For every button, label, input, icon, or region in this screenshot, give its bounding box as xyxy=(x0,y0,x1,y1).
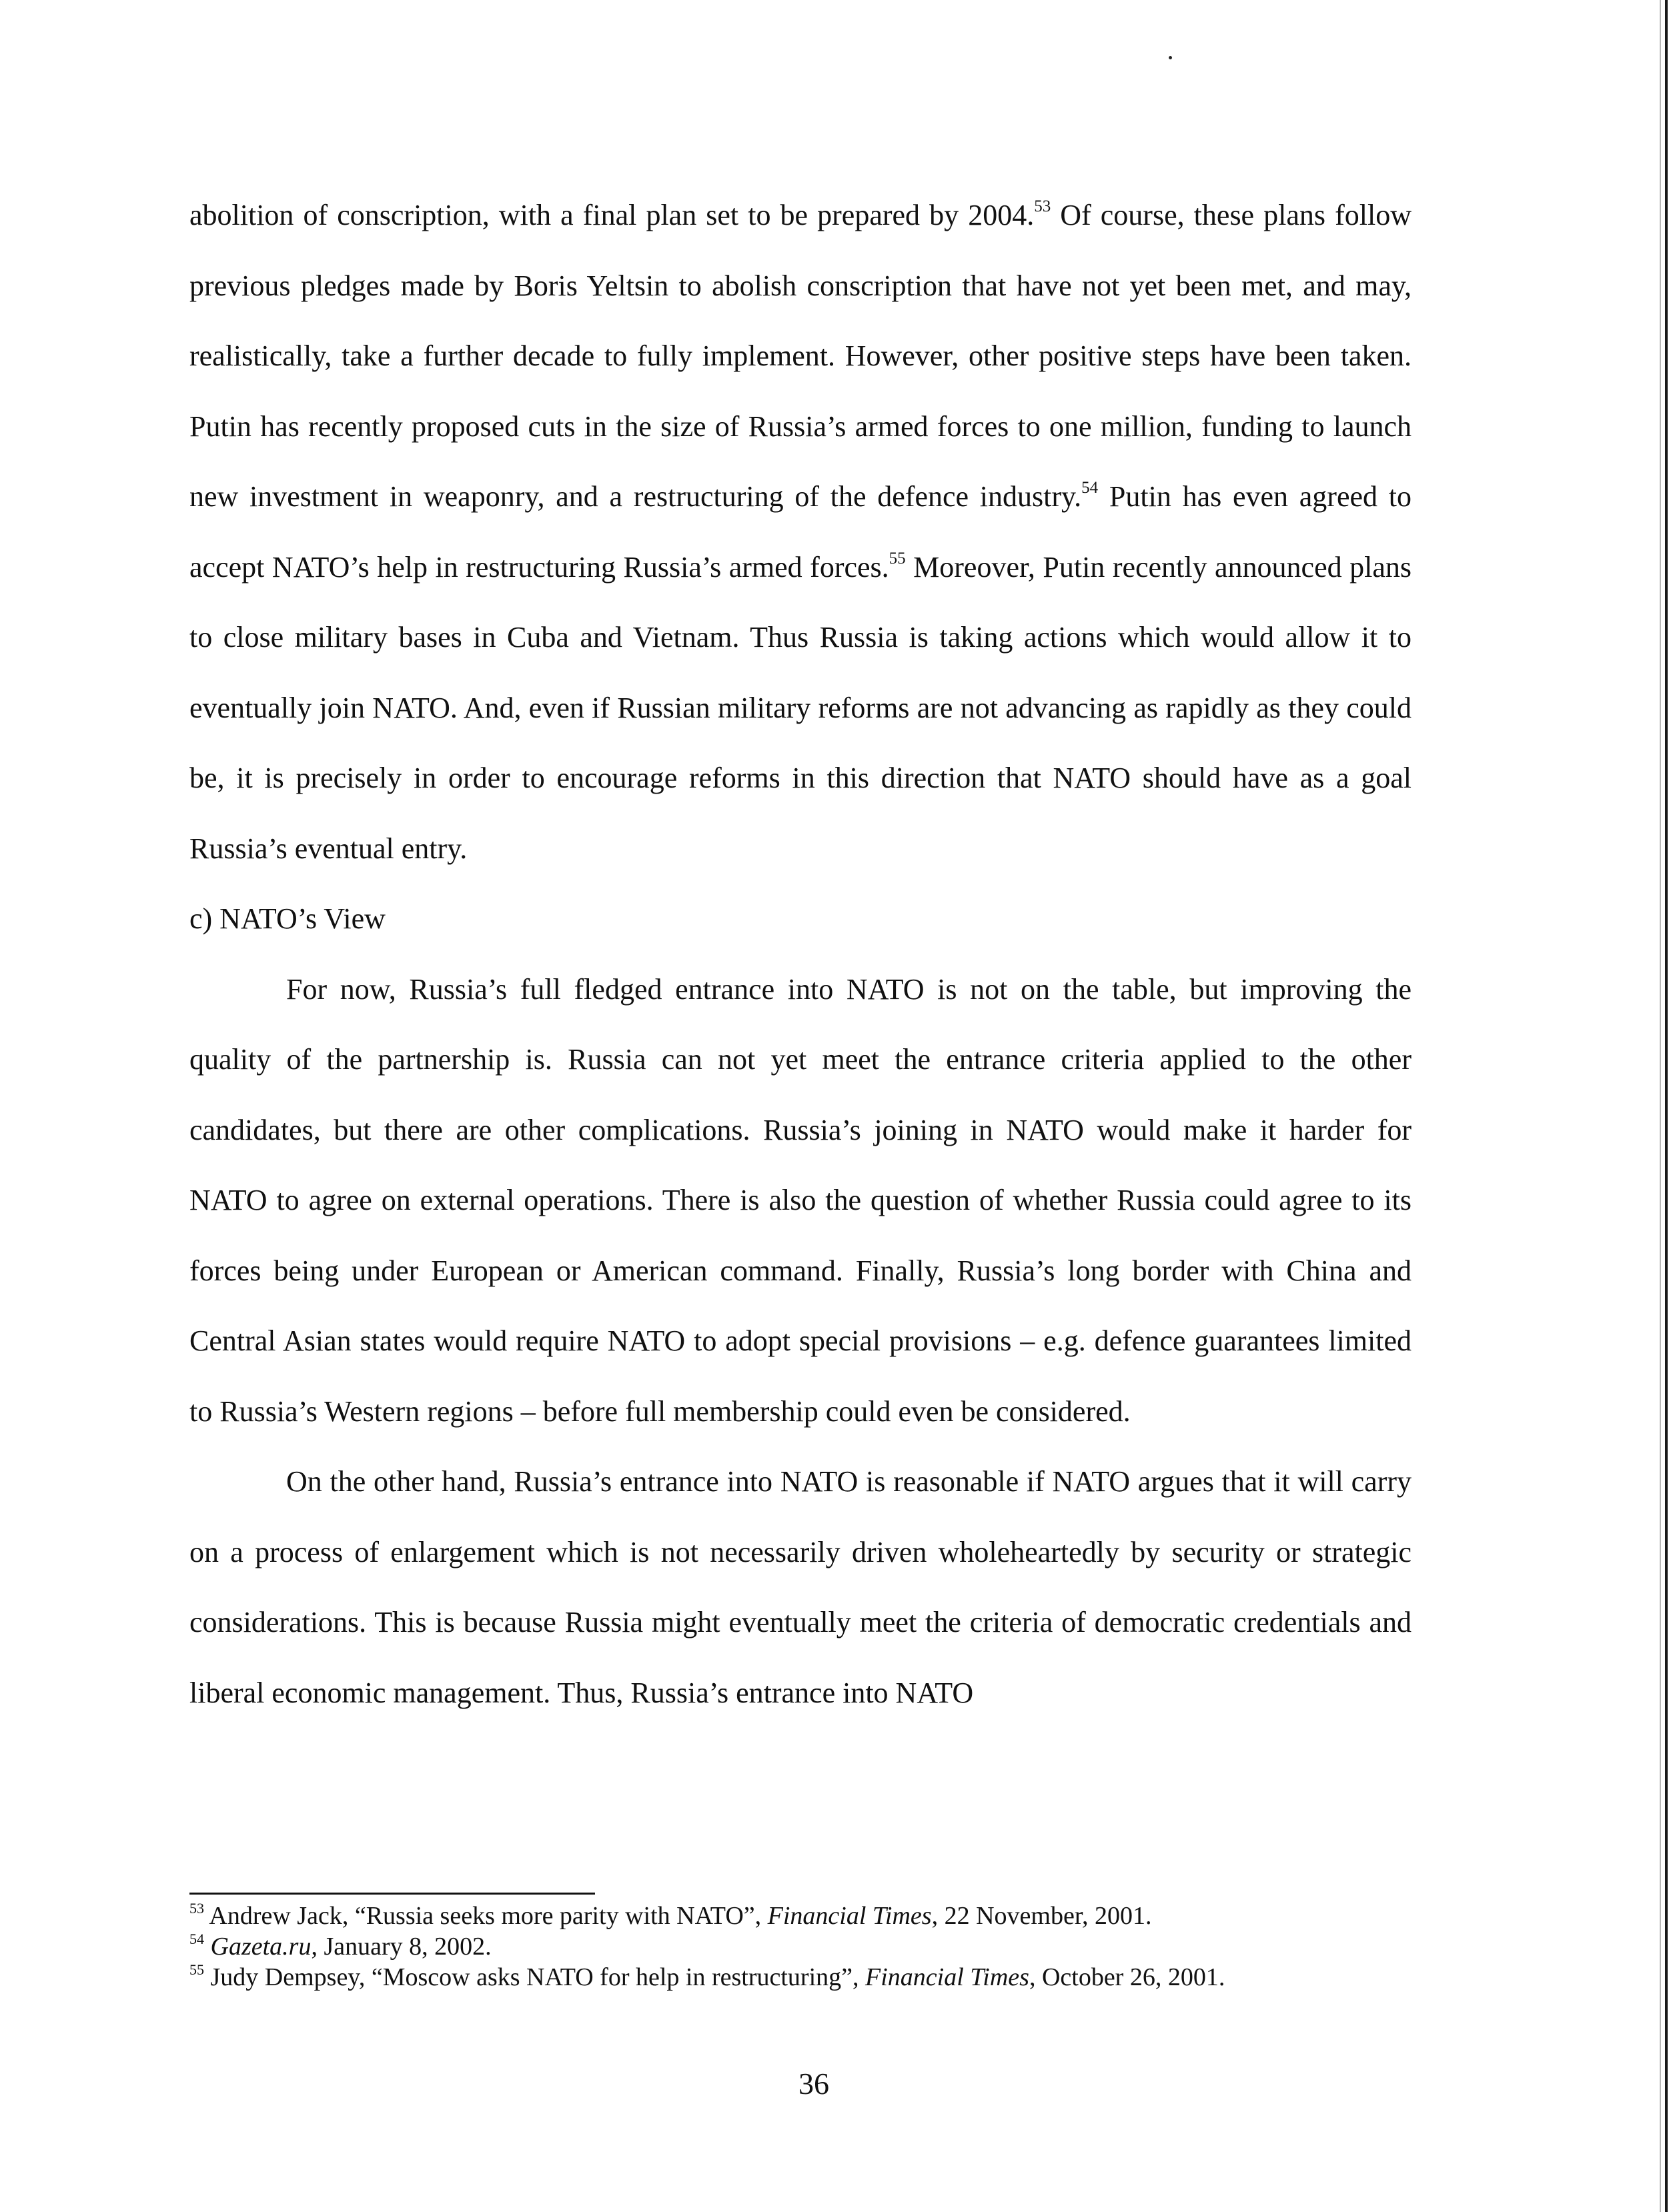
footnote-number: 54 xyxy=(189,1931,204,1947)
footnote-55 xyxy=(189,1962,1430,1993)
footnote-text: Judy Dempsey, “Moscow asks NATO for help in restructuring”, xyxy=(210,1963,865,1991)
paragraph-continued xyxy=(189,180,1412,884)
footnote-source: Financial Times xyxy=(767,1902,932,1930)
scan-edge-shadow xyxy=(1665,0,1668,2212)
footnote-ref-53[interactable]: 53 xyxy=(1034,197,1051,215)
footnote-text: , October 26, 2001. xyxy=(1029,1963,1225,1991)
page-number: 36 xyxy=(798,2067,829,2101)
scan-speck xyxy=(1169,56,1172,59)
footnote-source: Gazeta.ru xyxy=(210,1933,312,1961)
footnote-ref-54[interactable]: 54 xyxy=(1081,479,1099,497)
text-run: Of course, these plans follow previous pledges made by Boris Yeltsin to abolish conscription that have not yet been met, and may, realistically, take a further decade to fully implement. However, other positive steps have been taken. Putin has recently proposed cuts in the size of Russia’s armed forces to one million, funding to launch new investment in weaponry, and a restructuring of the defence industry. xyxy=(189,199,1412,513)
footnote-text: , 22 November, 2001. xyxy=(931,1902,1152,1930)
footnote-text: , January 8, 2002. xyxy=(311,1933,492,1961)
text-run: abolition of conscription, with a final plan set to be prepared by 2004. xyxy=(189,199,1035,231)
body-text xyxy=(189,180,1412,1728)
paragraph-natos-view: For now, Russia’s full fledged entrance into NATO is not on the table, but improving the quality of the partnership is. Russia can not yet meet the entrance criteria applied to the other candidates, but there are other complications. Russia’s joining in NATO would make it harder for NATO to agree on external operations. There is also the question of whether Russia could agree to its forces being under European or American command. Finally, Russia’s long border with China and Central Asian states would require NATO to adopt special provisions – e.g. defence guarantees limited to Russia’s Western regions – before full membership could even be considered. xyxy=(189,972,1412,1428)
footnote-text: Andrew Jack, “Russia seeks more parity with NATO”, xyxy=(209,1902,768,1930)
footnotes xyxy=(189,1901,1430,1993)
text-run: Putin has even agreed to accept NATO’s help in restructuring Russia’s armed forces. xyxy=(189,480,1412,584)
footnote-number: 55 xyxy=(189,1961,204,1978)
footnote-53 xyxy=(189,1901,1430,1931)
footnote-54 xyxy=(189,1931,1430,1962)
paragraph-other-hand: On the other hand, Russia’s entrance into NATO is reasonable if NATO argues that it will carry on a process of enlargement which is not necessarily driven wholeheartedly by security or strategic considerations. This is because Russia might eventually meet the criteria of democratic credentials and liberal economic management. Thus, Russia’s entrance into NATO xyxy=(189,1465,1412,1709)
footnote-separator xyxy=(189,1893,595,1895)
scan-edge-line xyxy=(1660,0,1661,2212)
text-run: Moreover, Putin recently announced plans to close military bases in Cuba and Vietnam. Thus Russia is taking actions which would allow it to eventually join NATO. And, even if Russian military reforms are not advancing as rapidly as they could be, it is precisely in order to encourage reforms in this direction that NATO should have as a goal Russia’s eventual entry. xyxy=(189,550,1412,865)
section-heading: c) NATO’s View xyxy=(189,902,386,935)
footnote-source: Financial Times xyxy=(865,1963,1029,1991)
footnote-ref-55[interactable]: 55 xyxy=(889,549,906,568)
footnote-number: 53 xyxy=(189,1900,204,1917)
